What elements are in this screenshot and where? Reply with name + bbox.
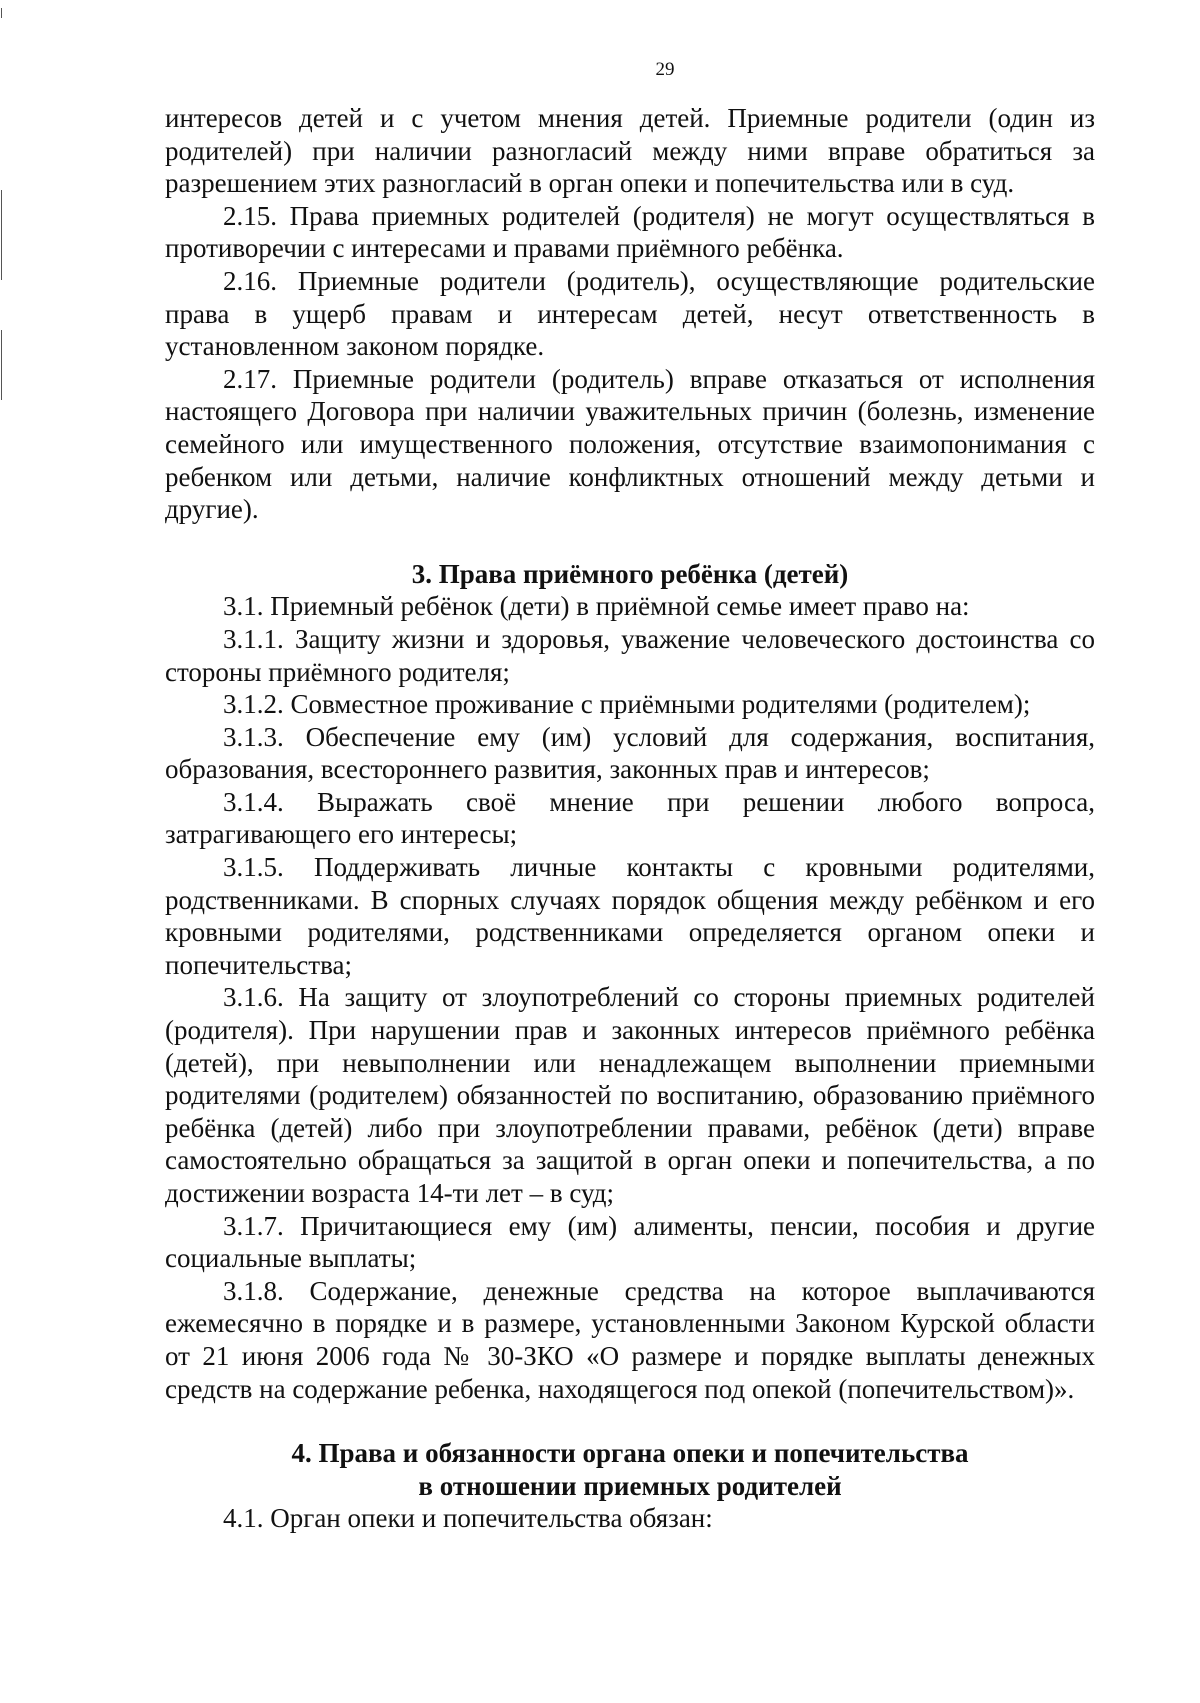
paragraph: интересов детей и с учетом мнения детей. Приемные родители (один из родителей) при наличии разногласий между ними вправе обратиться за разрешением этих разногласий в орган опеки и попечительства или в суд. bbox=[165, 103, 1095, 199]
paragraph: 3.1.3. Обеспечение ему (им) условий для содержания, воспитания, образования, всестороннего развития, законных прав и интересов; bbox=[165, 721, 1095, 785]
paragraph: 3.1.2. Совместное проживание с приёмными родителями (родителем); bbox=[223, 689, 1031, 720]
paragraph: 3.1.6. На защиту от злоупотреблений со стороны приемных родителей (родителя). При нарушении прав и законных интересов приёмного ребёнка (детей), при невыполнении или ненадлежащем выполнении приемными родителями (родителем) обязанностей по воспитанию, образованию приёмного ребёнка (детей) либо при злоупотреблении правами, ребёнок (дети) вправе самостоятельно обращаться за защитой в орган опеки и попечительства, а по достижении возраста 14-ти лет – в суд; bbox=[165, 982, 1095, 1208]
paragraph: 3.1.5. Поддерживать личные контакты с кровными родителями, родственниками. В спорных случаях порядок общения между ребёнком и его кровными родителями, родственниками определяется органом опеки и попечительства; bbox=[165, 852, 1095, 980]
paragraph: 2.17. Приемные родители (родитель) вправе отказаться от исполнения настоящего Договора при наличии уважительных причин (болезнь, изменение семейного или имущественного положения, отсутствие взаимопонимания с ребенком или детьми, наличие конфликтных отношений между детьми и другие). bbox=[165, 363, 1095, 525]
section-4-title-line: 4. Права и обязанности органа опеки и попечительства bbox=[291, 1438, 969, 1469]
page-number: 29 bbox=[655, 59, 675, 80]
paragraph: 2.16. Приемные родители (родитель), осуществляющие родительские права в ущерб правам и интересам детей, несут ответственность в установленном законом порядке. bbox=[165, 265, 1095, 362]
scan-edge-mark bbox=[1, 330, 2, 400]
paragraph: 3.1.8. Содержание, денежные средства на которое выплачиваются ежемесячно в порядке и в размере, установленными Законом Курской области от 21 июня 2006 года № 30-ЗКО «О размере и порядке выплаты денежных средств на содержание ребенка, находящегося под опекой (попечительством)». bbox=[165, 1275, 1095, 1404]
scan-edge-mark bbox=[1, 8, 2, 18]
paragraph: 3.1.7. Причитающиеся ему (им) алименты, пенсии, пособия и другие социальные выплаты; bbox=[165, 1210, 1095, 1274]
paragraph: 4.1. Орган опеки и попечительства обязан: bbox=[223, 1503, 713, 1534]
section-4-title bbox=[165, 1437, 1095, 1502]
paragraph: 2.15. Права приемных родителей (родителя) не могут осуществляться в противоречии с интересами и правами приёмного ребёнка. bbox=[165, 200, 1095, 264]
section-3-title: 3. Права приёмного ребёнка (детей) bbox=[411, 558, 849, 589]
section-4-title-line: в отношении приемных родителей bbox=[418, 1470, 842, 1501]
paragraph: 3.1. Приемный ребёнок (дети) в приёмной семье имеет право на: bbox=[223, 591, 970, 622]
paragraph: 3.1.4. Выражать своё мнение при решении любого вопроса, затрагивающего его интересы; bbox=[165, 786, 1095, 850]
paragraph: 3.1.1. Защиту жизни и здоровья, уважение человеческого достоинства со стороны приёмного родителя; bbox=[165, 623, 1095, 687]
scan-edge-mark bbox=[1, 190, 2, 280]
document-page bbox=[165, 60, 1095, 1535]
